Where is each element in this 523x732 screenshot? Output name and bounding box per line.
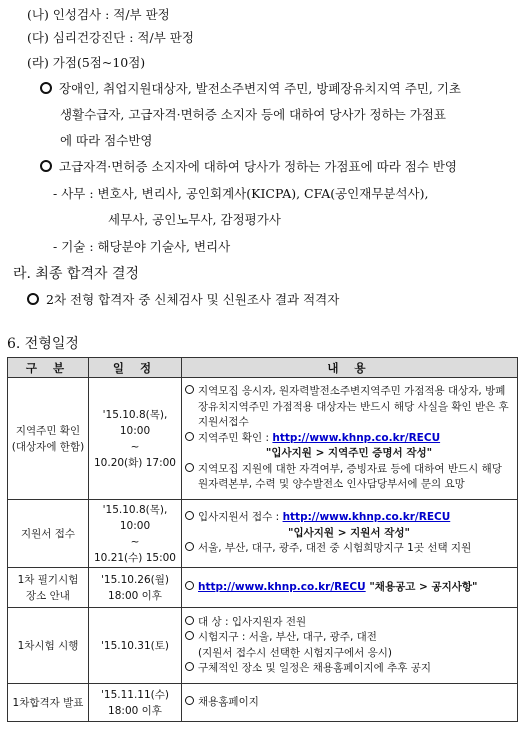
bonus-1-line3: 에 따라 점수반영	[60, 133, 153, 148]
row-category: 1차합격자 발표	[8, 684, 89, 722]
row-content: 입사지원서 접수 : http://www.khnp.co.kr/RECU "입사지원 > 지원서 작성" 서울, 부산, 대구, 광주, 대전 중 시험희망지구 1곳 선택 지원	[182, 500, 518, 568]
circle-bullet-icon	[185, 631, 194, 640]
table-row	[8, 378, 518, 500]
row-date: '15.10.31(토)	[89, 608, 182, 684]
office-line2: 세무사, 공인노무사, 감정평가사	[108, 212, 281, 227]
office-line1: - 사무 : 변호사, 변리사, 공인회계사(KICPA), CFA(공인재무분석사),	[53, 186, 429, 201]
schedule-heading: 6. 전형일정	[7, 336, 79, 352]
circle-bullet-icon	[185, 616, 194, 625]
row-content: 채용홈페이지	[182, 684, 518, 722]
circle-bullet-icon	[185, 385, 194, 394]
circle-bullet-icon	[185, 581, 194, 590]
row-category: 1차시험 시행	[8, 608, 89, 684]
circle-bullet-icon	[185, 696, 194, 705]
header-date: 일 정	[89, 358, 182, 378]
circle-bullet-icon	[185, 662, 194, 671]
recruit-link[interactable]: http://www.khnp.co.kr/RECU	[272, 431, 441, 444]
menu-path: "입사지원 > 지원서 작성"	[288, 526, 410, 539]
item-da: (다) 심리건강진단 : 적/부 판정	[27, 30, 194, 45]
circle-bullet-icon	[185, 511, 194, 520]
bonus-1: 장애인, 취업지원대상자, 발전소주변지역 주민, 방폐장유치지역 주민, 기초	[40, 79, 461, 97]
circle-bullet-icon	[27, 293, 39, 305]
table-header-row	[8, 358, 518, 378]
row-date: '15.11.11(수) 18:00 이후	[89, 684, 182, 722]
item-ra: (라) 가점(5점~10점)	[27, 55, 146, 70]
circle-bullet-icon	[40, 82, 52, 94]
recruit-link[interactable]: http://www.khnp.co.kr/RECU	[282, 511, 451, 524]
row-content: 대 상 : 입사지원자 전원 시험지구 : 서울, 부산, 대구, 광주, 대전 (지원서 접수시 선택한 시험지구에서 응시) 구체적인 장소 및 일정은 채용홈페이지에 추후 공지	[182, 608, 518, 684]
row-category: 지원서 접수	[8, 500, 89, 568]
row-date: '15.10.8(목), 10:00 ~ 10.20(화) 17:00	[89, 378, 182, 500]
row-content: 지역모집 응시자, 원자력발전소주변지역주민 가점적용 대상자, 방폐장유치지역주민 가점적용 대상자는 반드시 해당 사실을 확인 받은 후 지원서접수 지역주민 확인 : http://www.khnp.co.kr/RECU "입사지원 > 지역주민 증명서 작성" 지역모집 지원에 대한 자격여부, 증빙자료 등에 대하여 반드시 해당 원자력본부, 수력 및 양수발전소 인사담당부서에 문의 요망	[182, 378, 518, 500]
circle-bullet-icon	[185, 542, 194, 551]
circle-bullet-icon	[185, 463, 194, 472]
menu-path: "입사지원 > 지역주민 증명서 작성"	[265, 447, 433, 460]
table-row	[8, 568, 518, 608]
bonus-1-line2: 생활수급자, 고급자격·면허증 소지자 등에 대하여 당사가 정하는 가점표	[60, 107, 446, 122]
circle-bullet-icon	[185, 432, 194, 441]
row-category: 1차 필기시험 장소 안내	[8, 568, 89, 608]
tech-line: - 기술 : 해당분야 기술사, 변리사	[53, 239, 231, 254]
item-na: (나) 인성검사 : 적/부 판정	[27, 7, 170, 22]
final-text: 2차 전형 합격자 중 신체검사 및 신원조사 결과 적격자	[27, 290, 339, 308]
table-row	[8, 500, 518, 568]
row-category: 지역주민 확인 (대상자에 한함)	[8, 378, 89, 500]
circle-bullet-icon	[40, 160, 52, 172]
table-row	[8, 608, 518, 684]
schedule-table	[7, 357, 518, 722]
final-heading: 라. 최종 합격자 결정	[13, 266, 139, 282]
header-category: 구 분	[8, 358, 89, 378]
bonus-2: 고급자격·면허증 소지자에 대하여 당사가 정하는 가점표에 따라 점수 반영	[40, 157, 457, 175]
header-content: 내 용	[182, 358, 518, 378]
row-date: '15.10.8(목), 10:00 ~ 10.21(수) 15:00	[89, 500, 182, 568]
recruit-link[interactable]: http://www.khnp.co.kr/RECU	[198, 580, 366, 593]
table-row	[8, 684, 518, 722]
row-content: http://www.khnp.co.kr/RECU "채용공고 > 공지사항"	[182, 568, 518, 608]
row-date: '15.10.26(월) 18:00 이후	[89, 568, 182, 608]
